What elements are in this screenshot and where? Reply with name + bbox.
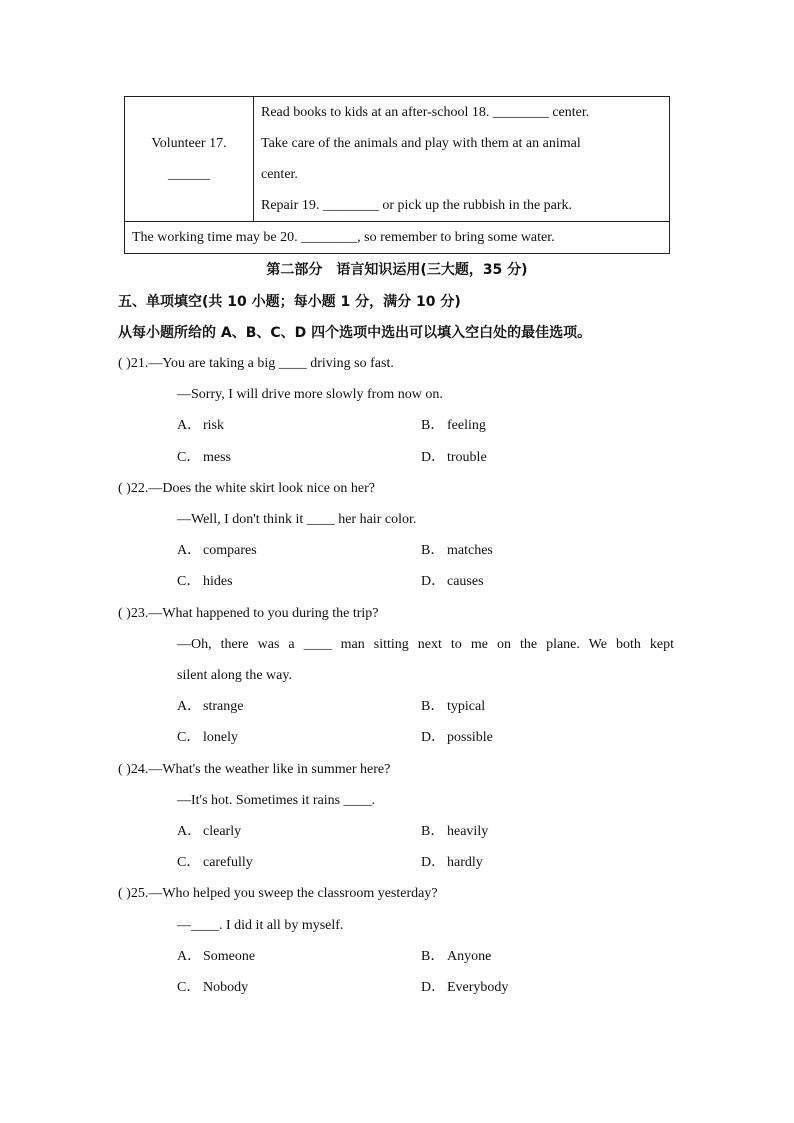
- part-title-right: 语言知识运用(三大题，35 分): [336, 262, 528, 278]
- option-d: [421, 978, 508, 998]
- option-letter: C．: [177, 730, 201, 745]
- table-right-cell: [254, 97, 670, 222]
- question-24-reply: —It's hot. Sometimes it rains ____.: [177, 793, 376, 808]
- answer-paren[interactable]: ( ): [118, 481, 131, 496]
- question-25-reply: —____. I did it all by myself.: [177, 918, 344, 933]
- table-bottom-cell: The working time may be 20. ________, so remember to bring some water.: [125, 222, 670, 254]
- option-c: [177, 728, 238, 748]
- question-text: —Who helped you sweep the classroom yesterday?: [148, 886, 438, 901]
- option-b: [421, 541, 493, 561]
- question-24-stem: [118, 760, 390, 780]
- option-text: clearly: [203, 824, 242, 839]
- question-text: —What happened to you during the trip?: [148, 606, 379, 621]
- option-text: Anyone: [447, 949, 492, 964]
- option-b: [421, 697, 485, 717]
- volunteer-table: [124, 96, 670, 254]
- option-text: trouble: [447, 450, 487, 465]
- answer-paren[interactable]: ( ): [118, 356, 131, 371]
- option-text: risk: [203, 418, 224, 433]
- option-c: [177, 978, 248, 998]
- question-22-stem: [118, 479, 375, 499]
- option-text: Everybody: [447, 980, 509, 995]
- option-text: matches: [447, 543, 493, 558]
- option-text: Someone: [203, 949, 256, 964]
- option-a: [177, 947, 255, 967]
- option-text: heavily: [447, 824, 489, 839]
- table-row: [125, 222, 670, 254]
- answer-paren[interactable]: ( ): [118, 762, 131, 777]
- question-22-reply: —Well, I don't think it ____ her hair color.: [177, 512, 417, 527]
- option-letter: D．: [421, 855, 446, 870]
- option-letter: A．: [177, 418, 202, 433]
- option-b: [421, 947, 491, 967]
- question-23-reply-cont: silent along the way.: [177, 668, 292, 683]
- option-letter: D．: [421, 730, 446, 745]
- option-text: possible: [447, 730, 493, 745]
- option-text: lonely: [203, 730, 238, 745]
- option-letter: A．: [177, 949, 202, 964]
- option-letter: C．: [177, 855, 201, 870]
- option-text: hides: [203, 574, 233, 589]
- option-d: [421, 448, 487, 468]
- option-c: [177, 572, 233, 592]
- option-text: typical: [447, 699, 486, 714]
- option-letter: B．: [421, 824, 445, 839]
- answer-paren[interactable]: ( ): [118, 606, 131, 621]
- option-text: feeling: [447, 418, 486, 433]
- table-line: Read books to kids at an after-school 18. ________ center.: [261, 105, 590, 120]
- option-text: hardly: [447, 855, 483, 870]
- table-left-cell: [125, 97, 254, 222]
- question-number: 25.: [130, 886, 149, 901]
- section-instruction: 从每小题所给的 A、B、C、D 四个选项中选出可以填入空白处的最佳选项。: [118, 325, 592, 341]
- question-text: —What's the weather like in summer here?: [148, 762, 391, 777]
- option-letter: C．: [177, 574, 201, 589]
- question-23-reply: —Oh, there was a ____ man sitting next to me on the plane. We both kept: [177, 637, 674, 652]
- answer-paren[interactable]: ( ): [118, 886, 131, 901]
- option-text: carefully: [203, 855, 253, 870]
- question-number: 22.: [130, 481, 149, 496]
- option-text: compares: [203, 543, 257, 558]
- option-letter: C．: [177, 980, 201, 995]
- question-text: —Does the white skirt look nice on her?: [148, 481, 375, 496]
- question-text: —You are taking a big ____ driving so fast.: [148, 356, 394, 371]
- option-d: [421, 572, 484, 592]
- volunteer-label: Volunteer 17.: [151, 136, 227, 151]
- option-text: mess: [203, 450, 231, 465]
- option-letter: A．: [177, 824, 202, 839]
- option-a: [177, 822, 241, 842]
- option-a: [177, 416, 224, 436]
- option-d: [421, 853, 483, 873]
- option-letter: D．: [421, 450, 446, 465]
- question-21-stem: [118, 354, 394, 374]
- part-title-left: 第二部分: [266, 262, 323, 278]
- option-c: [177, 448, 231, 468]
- option-b: [421, 822, 488, 842]
- question-21-reply: —Sorry, I will drive more slowly from now on.: [177, 387, 443, 402]
- option-letter: D．: [421, 980, 446, 995]
- section-title: 五、单项填空(共 10 小题；每小题 1 分，满分 10 分): [118, 294, 461, 310]
- question-25-stem: [118, 884, 438, 904]
- option-b: [421, 416, 486, 436]
- option-letter: C．: [177, 450, 201, 465]
- option-letter: B．: [421, 543, 445, 558]
- option-d: [421, 728, 493, 748]
- blank-17: ______: [168, 167, 210, 182]
- option-text: Nobody: [203, 980, 249, 995]
- option-letter: A．: [177, 543, 202, 558]
- question-23-stem: [118, 604, 379, 624]
- question-number: 23.: [130, 606, 149, 621]
- table-line: center.: [261, 167, 298, 182]
- table-line: Take care of the animals and play with them at an animal: [261, 136, 581, 151]
- table-row: [125, 97, 670, 222]
- option-letter: D．: [421, 574, 446, 589]
- option-letter: B．: [421, 699, 445, 714]
- question-number: 24.: [130, 762, 149, 777]
- option-a: [177, 541, 257, 561]
- option-letter: A．: [177, 699, 202, 714]
- option-text: strange: [203, 699, 244, 714]
- option-letter: B．: [421, 949, 445, 964]
- option-letter: B．: [421, 418, 445, 433]
- option-c: [177, 853, 253, 873]
- option-a: [177, 697, 243, 717]
- part-title: [0, 258, 794, 282]
- table-line: Repair 19. ________ or pick up the rubbish in the park.: [261, 198, 573, 213]
- option-text: causes: [447, 574, 484, 589]
- question-number: 21.: [130, 356, 149, 371]
